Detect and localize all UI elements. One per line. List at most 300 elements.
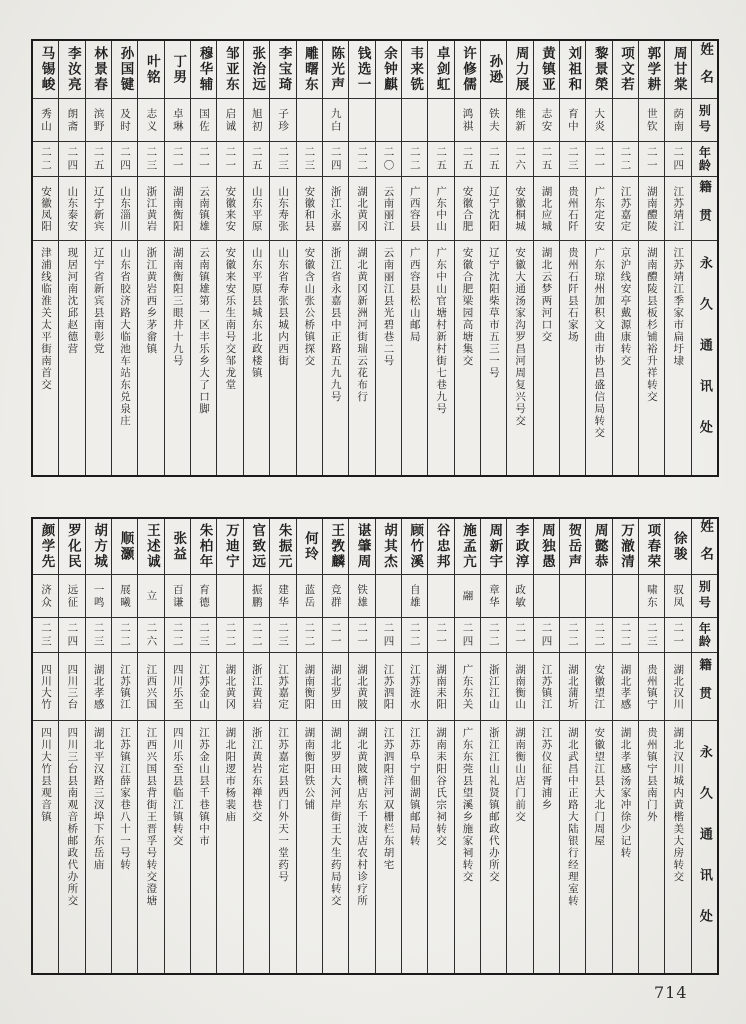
address-cell: [112, 241, 137, 475]
address-cell: [217, 721, 242, 973]
address-cell: [217, 241, 242, 475]
person-column: [216, 41, 242, 475]
name-cell-text: 孙国键: [117, 46, 134, 93]
header-alias: [692, 99, 717, 142]
address-cell-text: 江苏金山县千巷镇中市: [198, 727, 211, 847]
alias-cell: [428, 575, 453, 618]
native-place-cell-text: 贵州石阡: [566, 185, 579, 232]
native-place-cell-text: 安徽望江: [593, 663, 606, 710]
address-cell-text: 江苏镇江薛家巷八十一号转: [119, 727, 132, 871]
alias-cell: [33, 99, 58, 142]
address-cell: [376, 241, 401, 475]
name-cell: [481, 41, 506, 99]
person-column: [111, 519, 137, 973]
name-cell-text: 胡方城: [91, 523, 108, 570]
address-cell-text: 广东中山官塘村新村街七巷九号: [435, 247, 448, 415]
address-cell-text: 湖南衡阳铁公铺: [303, 727, 316, 811]
age-cell: [402, 618, 427, 653]
address-cell-text: 湖南醴陵县板杉铺裕升祥转交: [645, 247, 658, 403]
age-cell-text: 二二: [250, 621, 263, 649]
alias-cell-text: 子珍: [277, 107, 290, 133]
header-name-text: 姓名: [697, 42, 714, 97]
person-column: [401, 41, 427, 475]
age-cell-text: 二六: [514, 145, 527, 173]
age-cell: [112, 142, 137, 177]
address-cell-text: 现居河南沈邱赵德营: [66, 247, 79, 355]
age-cell-text: 二一: [224, 145, 237, 173]
native-place-cell: [455, 653, 480, 721]
name-cell: [613, 519, 638, 575]
name-cell: [165, 41, 190, 99]
address-cell-text: 湖北云梦两河口交: [540, 247, 553, 343]
native-place-cell-text: 山东平原: [250, 185, 263, 232]
name-cell-text: 李汝亮: [64, 46, 81, 93]
alias-cell-text: 维新: [514, 107, 527, 133]
native-place-cell: [534, 653, 559, 721]
address-cell-text: 湖北阳逻市杨裴庙: [224, 727, 237, 823]
person-column: [664, 41, 690, 475]
name-cell-text: 顾竹溪: [407, 523, 424, 570]
alias-cell: [402, 575, 427, 618]
alias-cell-text: 立: [145, 589, 158, 603]
alias-cell: [323, 575, 348, 618]
alias-cell-text: 育德: [198, 583, 211, 609]
age-cell-text: 二四: [540, 621, 553, 649]
address-cell-text: 江苏阜宁佃湖镇邮局转: [408, 727, 421, 847]
age-cell: [665, 142, 690, 177]
name-cell: [112, 519, 137, 575]
age-cell: [586, 618, 611, 653]
alias-cell-text: 志安: [540, 107, 553, 133]
name-cell: [138, 519, 163, 575]
age-cell: [428, 618, 453, 653]
address-cell: [86, 721, 111, 973]
name-cell-text: 张益: [170, 531, 187, 562]
alias-cell: [217, 99, 242, 142]
person-column: [348, 41, 374, 475]
alias-cell: [534, 99, 559, 142]
age-cell: [86, 142, 111, 177]
name-cell-text: 徐骏: [670, 531, 687, 562]
header-age-text: 年龄: [697, 622, 712, 648]
address-cell-text: 安徽含山张公桥镇探交: [303, 247, 316, 367]
native-place-cell: [428, 653, 453, 721]
address-cell: [349, 721, 374, 973]
address-cell: [191, 721, 216, 973]
address-cell-text: 安徽合肥梁园高塘集交: [461, 247, 474, 367]
alias-cell-text: 世钦: [645, 107, 658, 133]
alias-cell-text: 翮: [461, 589, 474, 603]
name-cell-text: 万澈清: [618, 523, 635, 570]
native-place-cell-text: 湖北汉川: [672, 663, 685, 710]
address-cell-text: 江苏仪征胥浦乡: [540, 727, 553, 811]
name-cell: [402, 41, 427, 99]
name-cell-text: 马锡峻: [38, 46, 55, 93]
name-cell-text: 邹亚东: [222, 46, 239, 93]
age-cell-text: 二四: [461, 621, 474, 649]
person-column: [480, 41, 506, 475]
native-place-cell-text: 安徽和县: [303, 185, 316, 232]
address-cell: [428, 721, 453, 973]
age-cell: [270, 142, 295, 177]
native-place-cell: [217, 177, 242, 241]
age-cell: [349, 142, 374, 177]
native-place-cell: [481, 653, 506, 721]
address-cell: [455, 241, 480, 475]
address-cell-text: 江苏靖江季家市扁圩埭: [672, 247, 685, 367]
page-number: 714: [654, 983, 688, 1002]
alias-cell-text: 振鹏: [250, 583, 263, 609]
age-cell-text: 二二: [408, 145, 421, 173]
name-cell-text: 叶铭: [143, 54, 160, 85]
native-place-cell: [33, 653, 58, 721]
name-cell-text: 黎景榮: [591, 46, 608, 93]
alias-cell-text: 章华: [487, 583, 500, 609]
native-place-cell: [138, 653, 163, 721]
address-cell: [613, 721, 638, 973]
alias-cell-text: 鸿祺: [461, 107, 474, 133]
alias-cell: [402, 99, 427, 142]
native-place-cell-text: 湖南耒阳: [435, 663, 448, 710]
age-cell-text: 二二: [119, 621, 132, 649]
name-cell-text: 韦来铣: [407, 46, 424, 93]
native-place-cell: [586, 653, 611, 721]
address-cell-text: 津浦线临淮关太平街南首交: [39, 247, 52, 391]
native-place-cell-text: 湖北黄冈: [224, 663, 237, 710]
age-cell: [244, 142, 269, 177]
address-cell-text: 湖南衡阳三眼井十九号: [171, 247, 184, 367]
native-place-cell: [639, 177, 664, 241]
address-cell-text: 湖北武昌中正路大陆银行经理室转: [566, 727, 579, 907]
name-cell-text: 郭学耕: [644, 46, 661, 93]
native-place-cell-text: 江苏泗阳: [382, 663, 395, 710]
native-place-cell-text: 江苏嘉定: [277, 663, 290, 710]
native-place-cell: [507, 177, 532, 241]
native-place-cell-text: 湖北应城: [540, 185, 553, 232]
header-name: [692, 519, 717, 575]
native-place-cell: [165, 177, 190, 241]
address-cell: [560, 241, 585, 475]
native-place-cell: [323, 653, 348, 721]
native-place-cell: [86, 653, 111, 721]
age-cell: [402, 142, 427, 177]
name-cell-text: 李政淳: [512, 523, 529, 570]
name-cell: [639, 41, 664, 99]
name-cell-text: 贺岳声: [565, 523, 582, 570]
person-column: [243, 519, 269, 973]
name-cell-text: 万迪宁: [222, 523, 239, 570]
name-cell: [86, 41, 111, 99]
alias-cell: [323, 99, 348, 142]
age-cell-text: 二二: [619, 145, 632, 173]
alias-cell-text: 铁雄: [356, 583, 369, 609]
name-cell: [534, 519, 559, 575]
name-cell-text: 项文若: [618, 46, 635, 93]
age-cell: [376, 618, 401, 653]
age-cell-text: 二三: [566, 145, 579, 173]
alias-cell: [270, 99, 295, 142]
name-cell-text: 陈光声: [328, 46, 345, 93]
alias-cell: [481, 99, 506, 142]
alias-cell: [639, 99, 664, 142]
age-cell: [481, 618, 506, 653]
person-column: [348, 519, 374, 973]
address-cell-text: 湖北罗田大河岸街王大生药局转交: [329, 727, 342, 907]
person-column: [612, 41, 638, 475]
age-cell-text: 二一: [435, 621, 448, 649]
native-place-cell: [270, 653, 295, 721]
alias-cell-text: 旭初: [250, 107, 263, 133]
age-cell-text: 二四: [119, 145, 132, 173]
person-column: [85, 519, 111, 973]
header-age-text: 年龄: [697, 146, 712, 172]
native-place-cell-text: 安徽合肥: [461, 185, 474, 232]
person-column: [401, 519, 427, 973]
address-cell: [270, 241, 295, 475]
native-place-cell-text: 湖北蒲圻: [566, 663, 579, 710]
age-cell: [217, 618, 242, 653]
name-cell-text: 颜学先: [38, 523, 55, 570]
address-cell: [402, 721, 427, 973]
age-cell: [639, 618, 664, 653]
person-column: [375, 519, 401, 973]
native-place-cell-text: 山东泰安: [66, 185, 79, 232]
person-column: [585, 519, 611, 973]
native-place-cell: [217, 653, 242, 721]
age-cell-text: 二三: [145, 145, 158, 173]
address-cell: [112, 721, 137, 973]
address-cell-text: 山东省胶济路大临池车站东兑泉庄: [119, 247, 132, 427]
name-cell: [428, 519, 453, 575]
alias-cell: [560, 99, 585, 142]
person-column: [533, 41, 559, 475]
address-cell-text: 广东东莞县望溪乡施家祠转交: [461, 727, 474, 883]
address-cell: [507, 721, 532, 973]
address-cell: [244, 241, 269, 475]
address-cell: [639, 721, 664, 973]
age-cell: [165, 618, 190, 653]
address-cell-text: 湖北黄陂横店东千波店农村诊疗所: [356, 727, 369, 907]
name-cell-text: 钱选一: [354, 46, 371, 93]
directory-table-top: [31, 39, 719, 477]
alias-cell-text: 育中: [566, 107, 579, 133]
age-cell-text: 二一: [329, 621, 342, 649]
alias-cell: [86, 99, 111, 142]
alias-cell: [586, 99, 611, 142]
name-cell-text: 何玲: [301, 531, 318, 562]
address-cell: [297, 241, 322, 475]
age-cell: [33, 142, 58, 177]
person-column: [58, 41, 84, 475]
native-place-cell: [86, 177, 111, 241]
person-column: [612, 519, 638, 973]
name-cell: [560, 41, 585, 99]
age-cell: [349, 618, 374, 653]
address-cell-text: 山东平原县城东北政楼镇: [250, 247, 263, 379]
name-cell: [613, 41, 638, 99]
person-column: [638, 41, 664, 475]
native-place-cell-text: 江苏镇江: [119, 663, 132, 710]
name-cell: [323, 41, 348, 99]
address-cell-text: 四川乐至县临江镇转交: [171, 727, 184, 847]
alias-cell-text: 竞群: [329, 583, 342, 609]
native-place-cell-text: 湖北黄冈: [356, 185, 369, 232]
age-cell: [244, 618, 269, 653]
name-cell: [349, 519, 374, 575]
native-place-cell-text: 湖北孝感: [92, 663, 105, 710]
native-place-cell: [112, 653, 137, 721]
native-place-cell-text: 辽宁新宾: [92, 185, 105, 232]
address-cell-text: 云南丽江县光碧巷二号: [382, 247, 395, 367]
age-cell: [270, 618, 295, 653]
name-cell: [665, 519, 690, 575]
alias-cell: [613, 575, 638, 618]
address-cell-text: 浙江江山礼贤镇邮政代办所交: [487, 727, 500, 883]
address-cell: [349, 241, 374, 475]
native-place-cell-text: 湖南衡阳: [171, 185, 184, 232]
alias-cell: [244, 99, 269, 142]
alias-cell: [297, 99, 322, 142]
name-cell: [270, 519, 295, 575]
header-age: [692, 142, 717, 177]
native-place-cell-text: 安徽桐城: [514, 185, 527, 232]
person-column: [480, 519, 506, 973]
address-cell: [586, 721, 611, 973]
address-cell-text: 广东琼州加积文曲市协昌盛信局转交: [593, 247, 606, 439]
person-column: [137, 519, 163, 973]
native-place-cell-text: 江西兴国: [145, 663, 158, 710]
alias-cell-text: 秀山: [39, 107, 52, 133]
person-column: [322, 519, 348, 973]
age-cell: [191, 618, 216, 653]
native-place-cell-text: 湖南衡阳: [303, 663, 316, 710]
header-name: [692, 41, 717, 99]
age-cell: [507, 618, 532, 653]
age-cell-text: 二三: [645, 621, 658, 649]
name-cell-text: 周甘棠: [670, 46, 687, 93]
address-cell: [33, 241, 58, 475]
alias-cell: [270, 575, 295, 618]
age-cell: [297, 618, 322, 653]
name-cell-text: 胡其杰: [380, 523, 397, 570]
name-cell: [455, 41, 480, 99]
header-alias-text: 别号: [697, 580, 712, 612]
name-cell: [428, 41, 453, 99]
age-cell: [560, 618, 585, 653]
age-cell-text: 二一: [514, 621, 527, 649]
header-address-text: 永久通讯处: [696, 255, 712, 461]
age-cell: [613, 618, 638, 653]
age-cell-text: 二二: [171, 621, 184, 649]
native-place-cell: [59, 177, 84, 241]
age-cell: [534, 618, 559, 653]
address-cell: [613, 241, 638, 475]
age-cell-text: 二一: [672, 621, 685, 649]
address-cell-text: 安徽大通汤家沟罗昌河周复兴号交: [514, 247, 527, 427]
name-cell-text: 王述诚: [143, 523, 160, 570]
name-cell-text: 余钟麒: [380, 46, 397, 93]
native-place-cell: [639, 653, 664, 721]
native-place-cell: [481, 177, 506, 241]
address-cell-text: 京沪线安亭戴源康转交: [619, 247, 632, 367]
alias-cell: [191, 575, 216, 618]
name-cell: [33, 41, 58, 99]
native-place-cell: [665, 653, 690, 721]
address-cell-text: 湖南衡山店门前交: [514, 727, 527, 823]
address-cell: [639, 241, 664, 475]
alias-cell-text: 蓝岳: [303, 583, 316, 609]
native-place-cell-text: 湖北孝感: [619, 663, 632, 710]
native-place-cell-text: 广东东关: [461, 663, 474, 710]
native-place-cell-text: 浙江江山: [487, 663, 500, 710]
age-cell: [112, 618, 137, 653]
age-cell-text: 二二: [224, 621, 237, 649]
alias-cell: [244, 575, 269, 618]
person-column: [58, 519, 84, 973]
address-cell-text: 辽宁沈阳柴草市五三一号: [487, 247, 500, 379]
alias-cell: [138, 99, 163, 142]
alias-cell: [613, 99, 638, 142]
native-place-cell: [613, 177, 638, 241]
alias-cell: [33, 575, 58, 618]
name-cell: [270, 41, 295, 99]
native-place-cell-text: 江苏靖江: [672, 185, 685, 232]
age-cell-text: 二五: [92, 145, 105, 173]
alias-cell: [165, 99, 190, 142]
address-cell-text: 辽宁省新宾县南彰党: [92, 247, 105, 355]
header-alias-text: 别号: [697, 104, 712, 136]
alias-cell-text: 朗斋: [66, 107, 79, 133]
age-cell-text: 二二: [408, 621, 421, 649]
age-cell-text: 二三: [277, 145, 290, 173]
age-cell-text: 二五: [461, 145, 474, 173]
address-cell-text: 安徽望江县大北门周屋: [593, 727, 606, 847]
address-cell: [165, 241, 190, 475]
native-place-cell: [402, 653, 427, 721]
age-cell-text: 二四: [66, 621, 79, 649]
name-cell: [402, 519, 427, 575]
header-column: [691, 41, 717, 475]
alias-cell-text: 志义: [145, 107, 158, 133]
address-cell-text: 贵州镇宁县南门外: [645, 727, 658, 823]
header-native-text: 籍贯: [697, 658, 713, 715]
header-address: [692, 721, 717, 973]
alias-cell: [191, 99, 216, 142]
person-column: [216, 519, 242, 973]
native-place-cell-text: 四川三台: [66, 663, 79, 710]
native-place-cell: [244, 177, 269, 241]
alias-cell: [507, 99, 532, 142]
name-cell-text: 朱柏年: [196, 523, 213, 570]
name-cell-text: 周独愚: [539, 523, 556, 570]
native-place-cell-text: 安徽来安: [224, 185, 237, 232]
native-place-cell: [59, 653, 84, 721]
age-cell-text: 二三: [303, 145, 316, 173]
address-cell: [244, 721, 269, 973]
age-cell-text: 二二: [566, 621, 579, 649]
address-cell-text: 湖北孝感汤家冲徐少记转: [619, 727, 632, 859]
alias-cell: [455, 575, 480, 618]
name-cell: [297, 519, 322, 575]
name-cell: [586, 41, 611, 99]
age-cell-text: 二一: [356, 621, 369, 649]
age-cell-text: 二四: [66, 145, 79, 173]
address-cell-text: 湖北平汉路三汊埠下东岳庙: [92, 727, 105, 871]
name-cell-text: 丁男: [170, 54, 187, 85]
alias-cell-text: 建华: [277, 583, 290, 609]
name-cell: [138, 41, 163, 99]
age-cell-text: 二二: [356, 145, 369, 173]
